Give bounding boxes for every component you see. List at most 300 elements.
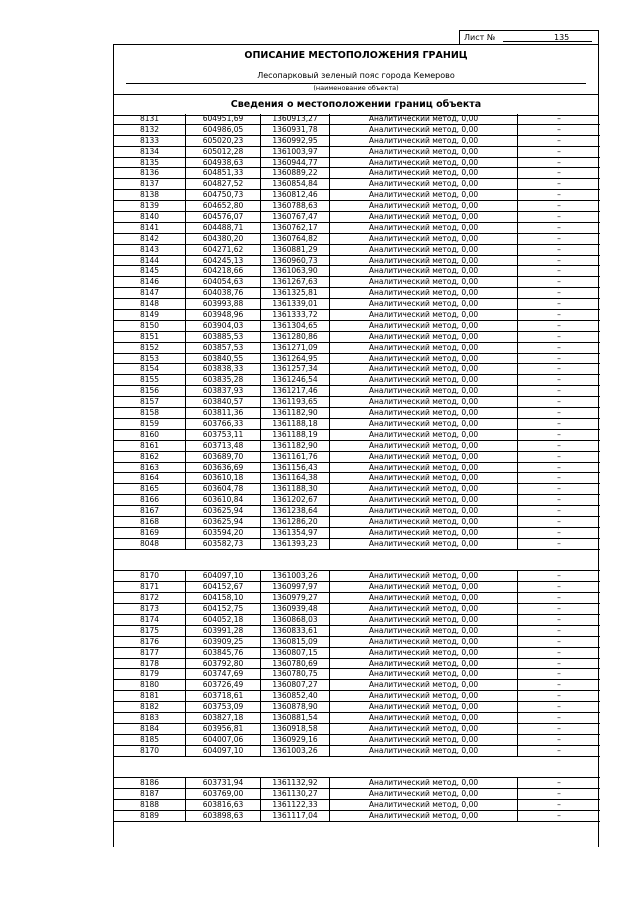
point-number-cell: 8132 bbox=[114, 125, 186, 135]
table-row bbox=[114, 256, 600, 267]
note-cell: – bbox=[557, 364, 561, 374]
x-coordinate-cell: 604152,75 bbox=[186, 604, 261, 614]
table-row bbox=[114, 473, 600, 484]
point-number-cell: 8182 bbox=[114, 702, 186, 712]
table-row bbox=[114, 626, 600, 637]
note-cell: – bbox=[557, 288, 561, 298]
x-coordinate-cell: 604007,06 bbox=[186, 735, 261, 745]
x-coordinate-cell: 603816,63 bbox=[186, 800, 261, 810]
note-cell: – bbox=[557, 614, 561, 624]
method-cell: Аналитический метод, 0,00 bbox=[330, 190, 518, 200]
note-cell: – bbox=[557, 429, 561, 439]
note-cell: – bbox=[557, 691, 561, 701]
note-cell: – bbox=[557, 571, 561, 581]
table-row bbox=[114, 506, 600, 517]
note-cell: – bbox=[557, 266, 561, 276]
y-coordinate-cell: 1360807,15 bbox=[261, 648, 330, 658]
method-cell: Аналитический метод, 0,00 bbox=[330, 277, 518, 287]
table-row bbox=[114, 114, 600, 125]
point-number-cell: 8135 bbox=[114, 158, 186, 168]
x-coordinate-cell: 604652,80 bbox=[186, 201, 261, 211]
y-coordinate-cell: 1361304,65 bbox=[261, 321, 330, 331]
y-coordinate-cell: 1361286,20 bbox=[261, 517, 330, 527]
note-cell: – bbox=[557, 168, 561, 178]
y-coordinate-cell: 1360997,97 bbox=[261, 582, 330, 592]
object-name: Лесопарковый зеленый пояс города Кемерово bbox=[257, 71, 455, 80]
x-coordinate-cell: 603904,03 bbox=[186, 321, 261, 331]
note-cell: – bbox=[557, 397, 561, 407]
table-row bbox=[114, 713, 600, 724]
table-row bbox=[114, 397, 600, 408]
method-cell: Аналитический метод, 0,00 bbox=[330, 506, 518, 516]
note-cell: – bbox=[557, 462, 561, 472]
y-coordinate-cell: 1361164,38 bbox=[261, 473, 330, 483]
y-coordinate-cell: 1360881,29 bbox=[261, 245, 330, 255]
y-coordinate-cell: 1360788,63 bbox=[261, 201, 330, 211]
note-cell: – bbox=[557, 745, 561, 755]
x-coordinate-cell: 603689,70 bbox=[186, 452, 261, 462]
method-cell: Аналитический метод, 0,00 bbox=[330, 234, 518, 244]
y-coordinate-cell: 1360833,61 bbox=[261, 626, 330, 636]
table-row bbox=[114, 484, 600, 495]
table-row bbox=[114, 190, 600, 201]
point-number-cell: 8142 bbox=[114, 234, 186, 244]
method-cell: Аналитический метод, 0,00 bbox=[330, 147, 518, 157]
point-number-cell: 8161 bbox=[114, 441, 186, 451]
note-cell: – bbox=[557, 342, 561, 352]
table-row bbox=[114, 637, 600, 648]
x-coordinate-cell: 603713,48 bbox=[186, 441, 261, 451]
point-number-cell: 8151 bbox=[114, 332, 186, 342]
y-coordinate-cell: 1360881,54 bbox=[261, 713, 330, 723]
note-cell: – bbox=[557, 179, 561, 189]
method-cell: Аналитический метод, 0,00 bbox=[330, 343, 518, 353]
point-number-cell: 8160 bbox=[114, 430, 186, 440]
note-cell: – bbox=[557, 734, 561, 744]
method-cell: Аналитический метод, 0,00 bbox=[330, 299, 518, 309]
method-cell: Аналитический метод, 0,00 bbox=[330, 637, 518, 647]
table-row bbox=[114, 669, 600, 680]
method-cell: Аналитический метод, 0,00 bbox=[330, 136, 518, 146]
note-cell: – bbox=[557, 233, 561, 243]
y-coordinate-cell: 1360878,90 bbox=[261, 702, 330, 712]
method-cell: Аналитический метод, 0,00 bbox=[330, 626, 518, 636]
x-coordinate-cell: 603845,76 bbox=[186, 648, 261, 658]
method-cell: Аналитический метод, 0,00 bbox=[330, 615, 518, 625]
x-coordinate-cell: 604158,10 bbox=[186, 593, 261, 603]
method-cell: Аналитический метод, 0,00 bbox=[330, 495, 518, 505]
method-cell: Аналитический метод, 0,00 bbox=[330, 800, 518, 810]
x-coordinate-cell: 605020,23 bbox=[186, 136, 261, 146]
table-row bbox=[114, 266, 600, 277]
table-row bbox=[114, 604, 600, 615]
method-cell: Аналитический метод, 0,00 bbox=[330, 789, 518, 799]
x-coordinate-cell: 603956,81 bbox=[186, 724, 261, 734]
point-number-cell: 8172 bbox=[114, 593, 186, 603]
method-cell: Аналитический метод, 0,00 bbox=[330, 179, 518, 189]
point-number-cell: 8170 bbox=[114, 571, 186, 581]
method-cell: Аналитический метод, 0,00 bbox=[330, 539, 518, 549]
note-cell: – bbox=[557, 310, 561, 320]
point-number-cell: 8173 bbox=[114, 604, 186, 614]
point-number-cell: 8184 bbox=[114, 724, 186, 734]
y-coordinate-cell: 1360992,95 bbox=[261, 136, 330, 146]
note-cell: – bbox=[557, 800, 561, 810]
table-row bbox=[114, 724, 600, 735]
note-cell: – bbox=[557, 146, 561, 156]
note-cell: – bbox=[557, 135, 561, 145]
table-row bbox=[114, 463, 600, 474]
method-cell: Аналитический метод, 0,00 bbox=[330, 463, 518, 473]
note-cell: – bbox=[557, 418, 561, 428]
x-coordinate-cell: 604097,10 bbox=[186, 746, 261, 756]
method-cell: Аналитический метод, 0,00 bbox=[330, 354, 518, 364]
y-coordinate-cell: 1361003,26 bbox=[261, 571, 330, 581]
x-coordinate-cell: 604097,10 bbox=[186, 571, 261, 581]
table-row bbox=[114, 147, 600, 158]
table-row bbox=[114, 223, 600, 234]
y-coordinate-cell: 1361003,97 bbox=[261, 147, 330, 157]
point-number-cell: 8188 bbox=[114, 800, 186, 810]
point-number-cell: 8171 bbox=[114, 582, 186, 592]
y-coordinate-cell: 1361246,54 bbox=[261, 375, 330, 385]
point-number-cell: 8165 bbox=[114, 484, 186, 494]
x-coordinate-cell: 604052,18 bbox=[186, 615, 261, 625]
point-number-cell: 8179 bbox=[114, 669, 186, 679]
note-cell: – bbox=[557, 190, 561, 200]
y-coordinate-cell: 1360767,47 bbox=[261, 212, 330, 222]
note-cell: – bbox=[557, 473, 561, 483]
table-row bbox=[114, 528, 600, 539]
table-row bbox=[114, 648, 600, 659]
point-number-cell: 8149 bbox=[114, 310, 186, 320]
note-cell: – bbox=[557, 789, 561, 799]
method-cell: Аналитический метод, 0,00 bbox=[330, 375, 518, 385]
x-coordinate-cell: 603898,63 bbox=[186, 811, 261, 821]
y-coordinate-cell: 1361280,86 bbox=[261, 332, 330, 342]
note-cell: – bbox=[557, 778, 561, 788]
x-coordinate-cell: 603857,53 bbox=[186, 343, 261, 353]
method-cell: Аналитический метод, 0,00 bbox=[330, 713, 518, 723]
object-name-caption: (наименование объекта) bbox=[313, 84, 399, 92]
y-coordinate-cell: 1361271,09 bbox=[261, 343, 330, 353]
x-coordinate-cell: 603753,09 bbox=[186, 702, 261, 712]
method-cell: Аналитический метод, 0,00 bbox=[330, 364, 518, 374]
method-cell: Аналитический метод, 0,00 bbox=[330, 571, 518, 581]
note-cell: – bbox=[557, 114, 561, 123]
note-cell: – bbox=[557, 713, 561, 722]
y-coordinate-cell: 1361264,95 bbox=[261, 354, 330, 364]
note-cell: – bbox=[557, 636, 561, 646]
method-cell: Аналитический метод, 0,00 bbox=[330, 288, 518, 298]
y-coordinate-cell: 1360868,03 bbox=[261, 615, 330, 625]
method-cell: Аналитический метод, 0,00 bbox=[330, 168, 518, 178]
point-number-cell: 8138 bbox=[114, 190, 186, 200]
note-cell: – bbox=[557, 331, 561, 341]
y-coordinate-cell: 1360979,27 bbox=[261, 593, 330, 603]
method-cell: Аналитический метод, 0,00 bbox=[330, 332, 518, 342]
y-coordinate-cell: 1361267,63 bbox=[261, 277, 330, 287]
table-row bbox=[114, 659, 600, 670]
table-row bbox=[114, 386, 600, 397]
y-coordinate-cell: 1361188,18 bbox=[261, 419, 330, 429]
note-cell: – bbox=[557, 255, 561, 265]
x-coordinate-cell: 604038,76 bbox=[186, 288, 261, 298]
sheet-number: 135 bbox=[554, 33, 570, 42]
y-coordinate-cell: 1361117,04 bbox=[261, 811, 330, 821]
point-number-cell: 8170 bbox=[114, 746, 186, 756]
y-coordinate-cell: 1360807,27 bbox=[261, 680, 330, 690]
table-row bbox=[114, 735, 600, 746]
table-row bbox=[114, 789, 600, 800]
method-cell: Аналитический метод, 0,00 bbox=[330, 669, 518, 679]
y-coordinate-cell: 1361156,43 bbox=[261, 463, 330, 473]
point-number-cell: 8176 bbox=[114, 637, 186, 647]
note-cell: – bbox=[557, 593, 561, 603]
document-title: ОПИСАНИЕ МЕСТОПОЛОЖЕНИЯ ГРАНИЦ bbox=[244, 50, 468, 61]
method-cell: Аналитический метод, 0,00 bbox=[330, 648, 518, 658]
method-cell: Аналитический метод, 0,00 bbox=[330, 473, 518, 483]
point-number-cell: 8146 bbox=[114, 277, 186, 287]
method-cell: Аналитический метод, 0,00 bbox=[330, 517, 518, 527]
y-coordinate-cell: 1361202,67 bbox=[261, 495, 330, 505]
x-coordinate-cell: 603769,00 bbox=[186, 789, 261, 799]
table-row bbox=[114, 593, 600, 604]
group-separator-row bbox=[114, 550, 600, 572]
document-frame bbox=[113, 44, 599, 847]
table-row bbox=[114, 179, 600, 190]
method-cell: Аналитический метод, 0,00 bbox=[330, 746, 518, 756]
table-row bbox=[114, 310, 600, 321]
point-number-cell: 8187 bbox=[114, 789, 186, 799]
point-number-cell: 8148 bbox=[114, 299, 186, 309]
x-coordinate-cell: 604750,73 bbox=[186, 190, 261, 200]
method-cell: Аналитический метод, 0,00 bbox=[330, 321, 518, 331]
y-coordinate-cell: 1361122,33 bbox=[261, 800, 330, 810]
method-cell: Аналитический метод, 0,00 bbox=[330, 724, 518, 734]
method-cell: Аналитический метод, 0,00 bbox=[330, 397, 518, 407]
y-coordinate-cell: 1361130,27 bbox=[261, 789, 330, 799]
y-coordinate-cell: 1361339,01 bbox=[261, 299, 330, 309]
point-number-cell: 8181 bbox=[114, 691, 186, 701]
table-row bbox=[114, 680, 600, 691]
x-coordinate-cell: 603610,84 bbox=[186, 495, 261, 505]
y-coordinate-cell: 1361182,90 bbox=[261, 408, 330, 418]
x-coordinate-cell: 603827,18 bbox=[186, 713, 261, 723]
method-cell: Аналитический метод, 0,00 bbox=[330, 114, 518, 124]
table-row bbox=[114, 571, 600, 582]
point-number-cell: 8164 bbox=[114, 473, 186, 483]
y-coordinate-cell: 1360918,58 bbox=[261, 724, 330, 734]
note-cell: – bbox=[557, 451, 561, 461]
point-number-cell: 8177 bbox=[114, 648, 186, 658]
x-coordinate-cell: 603747,69 bbox=[186, 669, 261, 679]
note-cell: – bbox=[557, 669, 561, 679]
note-cell: – bbox=[557, 538, 561, 548]
table-row bbox=[114, 495, 600, 506]
x-coordinate-cell: 604951,69 bbox=[186, 114, 261, 124]
point-number-cell: 8159 bbox=[114, 419, 186, 429]
x-coordinate-cell: 603811,36 bbox=[186, 408, 261, 418]
table-row bbox=[114, 158, 600, 169]
table-row bbox=[114, 125, 600, 136]
table-row bbox=[114, 332, 600, 343]
x-coordinate-cell: 603718,61 bbox=[186, 691, 261, 701]
x-coordinate-cell: 603991,28 bbox=[186, 626, 261, 636]
x-coordinate-cell: 604054,63 bbox=[186, 277, 261, 287]
note-cell: – bbox=[557, 582, 561, 592]
note-cell: – bbox=[557, 299, 561, 309]
point-number-cell: 8144 bbox=[114, 256, 186, 266]
x-coordinate-cell: 604576,07 bbox=[186, 212, 261, 222]
x-coordinate-cell: 603625,94 bbox=[186, 506, 261, 516]
sheet-label: Лист № bbox=[464, 33, 496, 42]
x-coordinate-cell: 604488,71 bbox=[186, 223, 261, 233]
x-coordinate-cell: 603909,25 bbox=[186, 637, 261, 647]
note-cell: – bbox=[557, 320, 561, 330]
method-cell: Аналитический метод, 0,00 bbox=[330, 223, 518, 233]
table-row bbox=[114, 517, 600, 528]
point-number-cell: 8163 bbox=[114, 463, 186, 473]
point-number-cell: 8137 bbox=[114, 179, 186, 189]
y-coordinate-cell: 1361333,72 bbox=[261, 310, 330, 320]
note-cell: – bbox=[557, 386, 561, 396]
table-row bbox=[114, 811, 600, 822]
group-separator-row bbox=[114, 757, 600, 779]
table-row bbox=[114, 778, 600, 789]
table-row bbox=[114, 136, 600, 147]
y-coordinate-cell: 1361188,30 bbox=[261, 484, 330, 494]
point-number-cell: 8140 bbox=[114, 212, 186, 222]
y-coordinate-cell: 1360931,78 bbox=[261, 125, 330, 135]
y-coordinate-cell: 1360944,77 bbox=[261, 158, 330, 168]
coordinates-table bbox=[114, 114, 600, 822]
table-row bbox=[114, 277, 600, 288]
method-cell: Аналитический метод, 0,00 bbox=[330, 441, 518, 451]
method-cell: Аналитический метод, 0,00 bbox=[330, 452, 518, 462]
note-cell: – bbox=[557, 604, 561, 614]
y-coordinate-cell: 1360780,69 bbox=[261, 659, 330, 669]
sheet-number-box bbox=[459, 30, 599, 44]
note-cell: – bbox=[557, 244, 561, 254]
point-number-cell: 8175 bbox=[114, 626, 186, 636]
table-row bbox=[114, 539, 600, 550]
x-coordinate-cell: 603835,28 bbox=[186, 375, 261, 385]
table-row bbox=[114, 201, 600, 212]
x-coordinate-cell: 604218,66 bbox=[186, 266, 261, 276]
note-cell: – bbox=[557, 212, 561, 222]
point-number-cell: 8150 bbox=[114, 321, 186, 331]
point-number-cell: 8139 bbox=[114, 201, 186, 211]
y-coordinate-cell: 1360815,09 bbox=[261, 637, 330, 647]
x-coordinate-cell: 604152,67 bbox=[186, 582, 261, 592]
point-number-cell: 8174 bbox=[114, 615, 186, 625]
y-coordinate-cell: 1360852,40 bbox=[261, 691, 330, 701]
y-coordinate-cell: 1361063,90 bbox=[261, 266, 330, 276]
x-coordinate-cell: 603636,69 bbox=[186, 463, 261, 473]
note-cell: – bbox=[557, 484, 561, 494]
point-number-cell: 8166 bbox=[114, 495, 186, 505]
x-coordinate-cell: 604938,63 bbox=[186, 158, 261, 168]
method-cell: Аналитический метод, 0,00 bbox=[330, 430, 518, 440]
table-row bbox=[114, 615, 600, 626]
table-row bbox=[114, 430, 600, 441]
method-cell: Аналитический метод, 0,00 bbox=[330, 125, 518, 135]
x-coordinate-cell: 603604,78 bbox=[186, 484, 261, 494]
table-row bbox=[114, 364, 600, 375]
method-cell: Аналитический метод, 0,00 bbox=[330, 245, 518, 255]
point-number-cell: 8185 bbox=[114, 735, 186, 745]
table-row bbox=[114, 375, 600, 386]
y-coordinate-cell: 1361132,92 bbox=[261, 778, 330, 788]
x-coordinate-cell: 604827,52 bbox=[186, 179, 261, 189]
point-number-cell: 8169 bbox=[114, 528, 186, 538]
point-number-cell: 8154 bbox=[114, 364, 186, 374]
method-cell: Аналитический метод, 0,00 bbox=[330, 212, 518, 222]
table-row bbox=[114, 441, 600, 452]
table-row bbox=[114, 800, 600, 811]
table-row bbox=[114, 354, 600, 365]
table-row bbox=[114, 408, 600, 419]
note-cell: – bbox=[557, 680, 561, 690]
table-row bbox=[114, 419, 600, 430]
x-coordinate-cell: 603610,18 bbox=[186, 473, 261, 483]
method-cell: Аналитический метод, 0,00 bbox=[330, 811, 518, 821]
x-coordinate-cell: 603840,55 bbox=[186, 354, 261, 364]
note-cell: – bbox=[557, 495, 561, 505]
note-cell: – bbox=[557, 702, 561, 712]
section-title: Сведения о местоположении границ объекта bbox=[114, 94, 598, 116]
note-cell: – bbox=[557, 811, 561, 821]
y-coordinate-cell: 1361161,76 bbox=[261, 452, 330, 462]
point-number-cell: 8162 bbox=[114, 452, 186, 462]
method-cell: Аналитический метод, 0,00 bbox=[330, 201, 518, 211]
note-cell: – bbox=[557, 527, 561, 537]
x-coordinate-cell: 603594,20 bbox=[186, 528, 261, 538]
method-cell: Аналитический метод, 0,00 bbox=[330, 484, 518, 494]
x-coordinate-cell: 605012,28 bbox=[186, 147, 261, 157]
point-number-cell: 8136 bbox=[114, 168, 186, 178]
x-coordinate-cell: 603993,88 bbox=[186, 299, 261, 309]
table-row bbox=[114, 168, 600, 179]
method-cell: Аналитический метод, 0,00 bbox=[330, 266, 518, 276]
point-number-cell: 8048 bbox=[114, 539, 186, 549]
note-cell: – bbox=[557, 277, 561, 287]
x-coordinate-cell: 603753,11 bbox=[186, 430, 261, 440]
method-cell: Аналитический метод, 0,00 bbox=[330, 604, 518, 614]
point-number-cell: 8186 bbox=[114, 778, 186, 788]
x-coordinate-cell: 603837,93 bbox=[186, 386, 261, 396]
point-number-cell: 8178 bbox=[114, 659, 186, 669]
y-coordinate-cell: 1360854,84 bbox=[261, 179, 330, 189]
method-cell: Аналитический метод, 0,00 bbox=[330, 582, 518, 592]
point-number-cell: 8158 bbox=[114, 408, 186, 418]
x-coordinate-cell: 603625,94 bbox=[186, 517, 261, 527]
table-row bbox=[114, 343, 600, 354]
point-number-cell: 8145 bbox=[114, 266, 186, 276]
point-number-cell: 8180 bbox=[114, 680, 186, 690]
x-coordinate-cell: 604245,13 bbox=[186, 256, 261, 266]
table-row bbox=[114, 245, 600, 256]
y-coordinate-cell: 1361393,23 bbox=[261, 539, 330, 549]
point-number-cell: 8167 bbox=[114, 506, 186, 516]
y-coordinate-cell: 1360780,75 bbox=[261, 669, 330, 679]
point-number-cell: 8133 bbox=[114, 136, 186, 146]
y-coordinate-cell: 1361188,19 bbox=[261, 430, 330, 440]
table-row bbox=[114, 299, 600, 310]
method-cell: Аналитический метод, 0,00 bbox=[330, 408, 518, 418]
method-cell: Аналитический метод, 0,00 bbox=[330, 419, 518, 429]
